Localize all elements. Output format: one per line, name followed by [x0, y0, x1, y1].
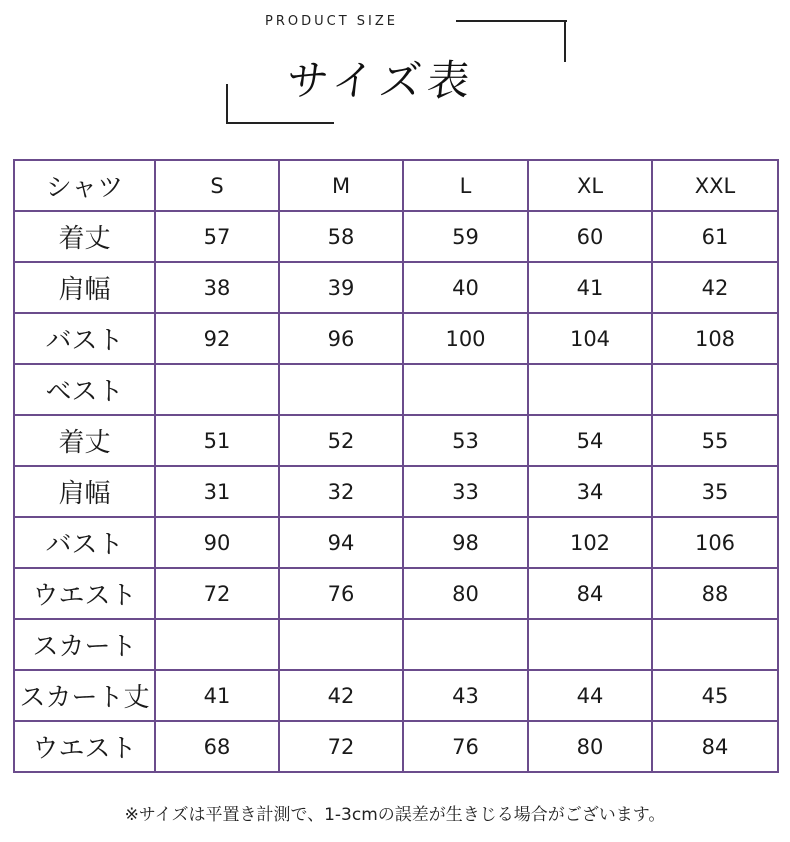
row-label-cell: ウエスト — [14, 721, 155, 772]
size-value-cell: 32 — [279, 466, 403, 517]
size-value-cell: 84 — [652, 721, 778, 772]
size-value-cell: 61 — [652, 211, 778, 262]
table-header-cell: XXL — [652, 160, 778, 211]
table-header-cell: シャツ — [14, 160, 155, 211]
table-row — [14, 619, 778, 670]
size-value-cell: 42 — [652, 262, 778, 313]
table-row — [14, 721, 778, 772]
size-value-cell — [528, 364, 652, 415]
size-value-cell: 80 — [528, 721, 652, 772]
page-title: サイズ表 — [284, 56, 478, 105]
row-label-cell: スカート丈 — [14, 670, 155, 721]
table-row — [14, 670, 778, 721]
size-value-cell: 41 — [528, 262, 652, 313]
table-header-cell: XL — [528, 160, 652, 211]
size-value-cell: 80 — [403, 568, 528, 619]
size-value-cell: 34 — [528, 466, 652, 517]
row-label-cell: 着丈 — [14, 415, 155, 466]
size-value-cell: 84 — [528, 568, 652, 619]
size-value-cell: 39 — [279, 262, 403, 313]
size-value-cell — [155, 364, 279, 415]
size-value-cell: 54 — [528, 415, 652, 466]
table-row — [14, 313, 778, 364]
table-header-cell: L — [403, 160, 528, 211]
title-bracket-top-right — [456, 20, 567, 22]
row-label-cell: バスト — [14, 517, 155, 568]
size-value-cell: 76 — [279, 568, 403, 619]
size-value-cell: 108 — [652, 313, 778, 364]
size-value-cell: 44 — [528, 670, 652, 721]
row-label-cell: ウエスト — [14, 568, 155, 619]
size-value-cell: 55 — [652, 415, 778, 466]
measurement-note: ※サイズは平置き計測で、1-3cmの誤差が生きじる場合がございます。 — [124, 805, 666, 825]
size-value-cell — [528, 619, 652, 670]
row-label-cell: 肩幅 — [14, 262, 155, 313]
size-value-cell: 92 — [155, 313, 279, 364]
size-value-cell: 90 — [155, 517, 279, 568]
size-value-cell: 51 — [155, 415, 279, 466]
size-value-cell: 59 — [403, 211, 528, 262]
size-table-body — [14, 160, 778, 772]
table-row — [14, 466, 778, 517]
size-value-cell: 106 — [652, 517, 778, 568]
table-header-row — [14, 160, 778, 211]
size-value-cell: 45 — [652, 670, 778, 721]
table-row — [14, 568, 778, 619]
row-label-cell: 肩幅 — [14, 466, 155, 517]
table-row — [14, 415, 778, 466]
product-size-label: PRODUCT SIZE — [265, 14, 398, 29]
size-value-cell: 42 — [279, 670, 403, 721]
size-value-cell: 100 — [403, 313, 528, 364]
size-value-cell: 72 — [155, 568, 279, 619]
size-value-cell: 31 — [155, 466, 279, 517]
size-value-cell: 102 — [528, 517, 652, 568]
size-value-cell: 53 — [403, 415, 528, 466]
size-value-cell: 94 — [279, 517, 403, 568]
size-value-cell: 72 — [279, 721, 403, 772]
size-value-cell — [279, 619, 403, 670]
size-value-cell — [652, 619, 778, 670]
table-row — [14, 211, 778, 262]
size-value-cell: 35 — [652, 466, 778, 517]
table-header-cell: M — [279, 160, 403, 211]
table-row — [14, 517, 778, 568]
row-label-cell: バスト — [14, 313, 155, 364]
size-value-cell — [652, 364, 778, 415]
size-value-cell: 96 — [279, 313, 403, 364]
table-header-cell: S — [155, 160, 279, 211]
size-value-cell: 43 — [403, 670, 528, 721]
size-value-cell: 58 — [279, 211, 403, 262]
size-value-cell: 88 — [652, 568, 778, 619]
size-value-cell: 104 — [528, 313, 652, 364]
title-bracket-bottom-left-vertical — [226, 84, 228, 124]
size-value-cell — [403, 619, 528, 670]
size-value-cell: 41 — [155, 670, 279, 721]
size-value-cell: 76 — [403, 721, 528, 772]
size-value-cell — [279, 364, 403, 415]
size-value-cell: 98 — [403, 517, 528, 568]
size-value-cell: 57 — [155, 211, 279, 262]
size-value-cell: 38 — [155, 262, 279, 313]
size-value-cell — [155, 619, 279, 670]
title-bracket-bottom-left — [226, 122, 334, 124]
size-value-cell: 33 — [403, 466, 528, 517]
table-row — [14, 262, 778, 313]
row-label-cell: 着丈 — [14, 211, 155, 262]
size-value-cell — [403, 364, 528, 415]
size-value-cell: 52 — [279, 415, 403, 466]
size-value-cell: 40 — [403, 262, 528, 313]
row-label-cell: スカート — [14, 619, 155, 670]
size-table — [13, 159, 779, 773]
table-row — [14, 364, 778, 415]
title-bracket-top-right-vertical — [564, 20, 566, 62]
row-label-cell: ベスト — [14, 364, 155, 415]
size-value-cell: 60 — [528, 211, 652, 262]
size-value-cell: 68 — [155, 721, 279, 772]
